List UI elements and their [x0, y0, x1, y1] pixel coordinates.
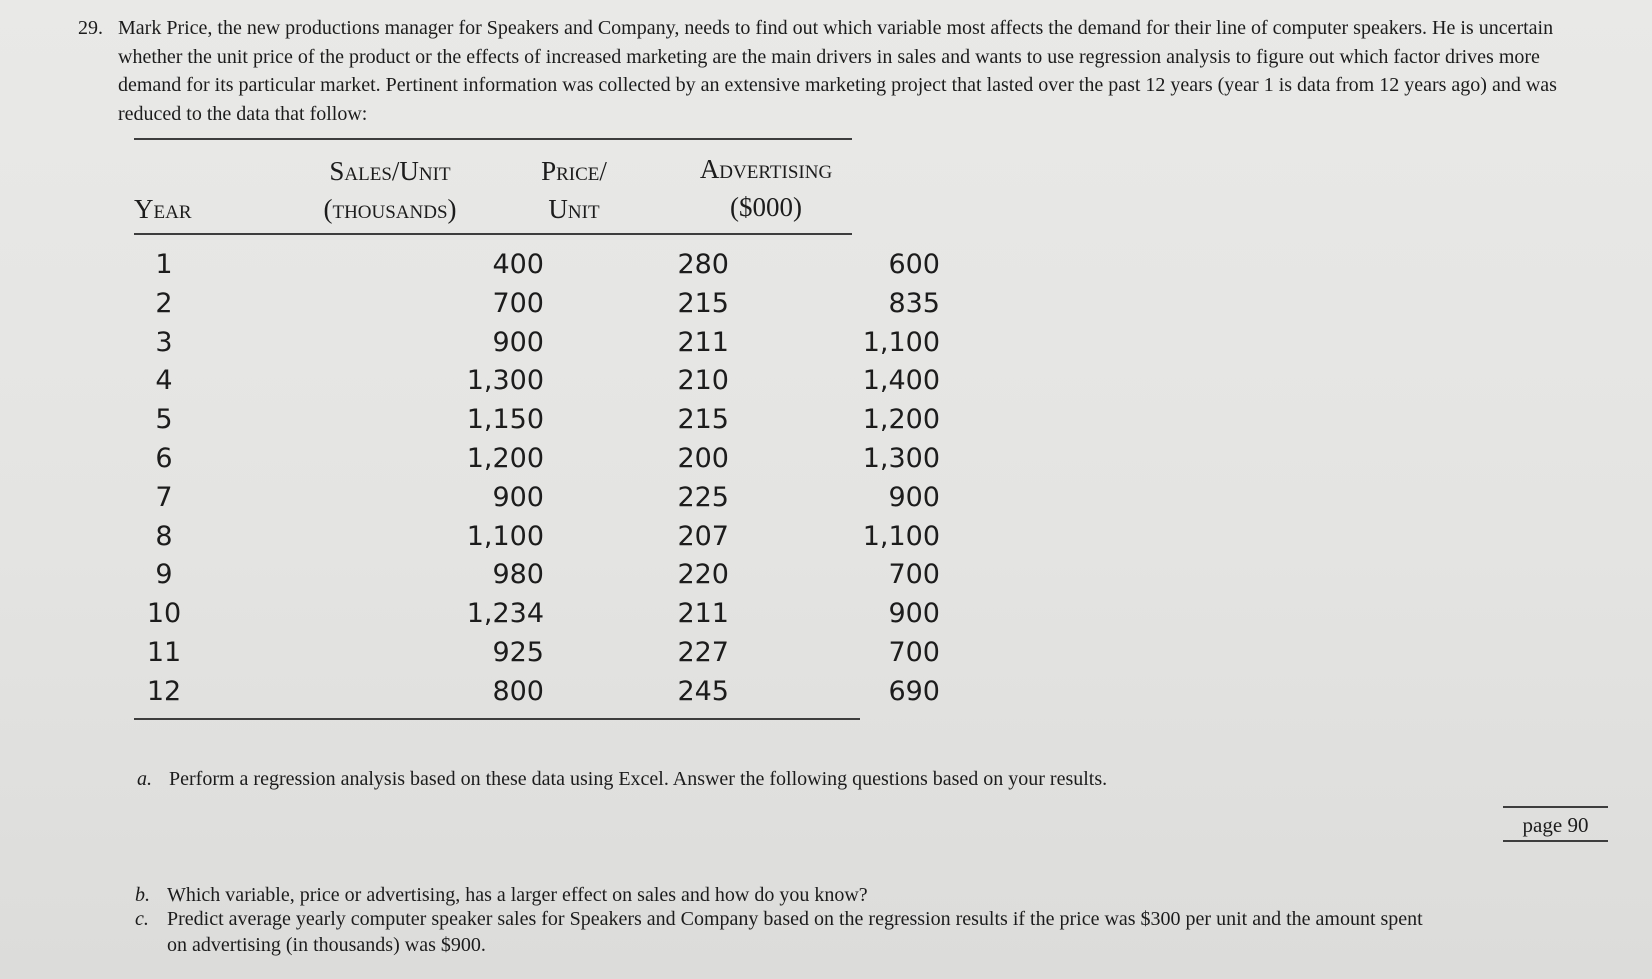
- question-b-text: Which variable, price or advertising, has a larger effect on sales and how do you know?: [167, 884, 868, 906]
- cell-advertising: 900: [888, 598, 940, 630]
- header-price-unit: [504, 152, 644, 228]
- cell-price: 225: [677, 481, 729, 513]
- table-row: [134, 324, 940, 363]
- cell-advertising: 700: [888, 559, 940, 591]
- question-c-text-line1: Predict average yearly computer speaker sales for Speakers and Company based on the regression results if the price was $300 per unit and the amount spent: [167, 908, 1423, 930]
- header-adv-line2: ($000): [730, 192, 802, 222]
- cell-year: 8: [155, 520, 173, 552]
- cell-price: 245: [677, 675, 729, 707]
- header-adv-line1: Advertising: [699, 154, 833, 184]
- header-sales-line1: Sales/Unit: [329, 156, 451, 186]
- cell-price: 215: [677, 287, 729, 319]
- problem-number: 29.: [78, 17, 103, 39]
- table-row: [134, 518, 940, 557]
- table-top-rule: [134, 138, 852, 140]
- question-b: [135, 882, 868, 908]
- cell-year: 7: [155, 481, 173, 513]
- cell-year: 3: [155, 326, 173, 358]
- cell-sales: 1,100: [466, 520, 544, 552]
- cell-price: 211: [677, 326, 729, 358]
- header-advertising: [676, 150, 856, 226]
- cell-advertising: 600: [888, 249, 940, 280]
- cell-price: 211: [677, 598, 729, 630]
- cell-year: 9: [155, 559, 173, 591]
- table-bottom-rule: [134, 718, 860, 720]
- cell-price: 207: [677, 520, 729, 552]
- cell-advertising: 1,100: [862, 326, 940, 358]
- question-b-label: b.: [135, 884, 150, 906]
- cell-year: 4: [155, 365, 173, 397]
- question-c-text-line2: on advertising (in thousands) was $900.: [167, 934, 486, 956]
- header-price-line2: Unit: [548, 194, 600, 224]
- question-c: [135, 906, 1423, 958]
- table-row: [134, 440, 940, 479]
- cell-sales: 900: [492, 326, 544, 358]
- table-row: [134, 673, 940, 712]
- question-c-label: c.: [135, 908, 149, 930]
- cell-price: 200: [677, 442, 729, 474]
- table-row: [134, 285, 940, 324]
- cell-price: 220: [677, 559, 729, 591]
- cell-year: 6: [155, 442, 173, 474]
- cell-advertising: 690: [888, 675, 940, 707]
- table-row: [134, 246, 940, 285]
- header-price-line1: Price/: [541, 156, 607, 186]
- cell-sales: 400: [492, 249, 544, 280]
- cell-price: 210: [677, 365, 729, 397]
- cell-year: 10: [146, 598, 182, 630]
- cell-advertising: 1,300: [862, 442, 940, 474]
- cell-year: 11: [146, 636, 182, 668]
- cell-advertising: 900: [888, 481, 940, 513]
- cell-year: 5: [155, 404, 173, 436]
- table-header-rule: [134, 233, 852, 235]
- cell-sales: 1,200: [466, 442, 544, 474]
- problem-text: Mark Price, the new productions manager for Speakers and Company, needs to find out which variable most affects the demand for their line of computer speakers. He is uncertain whether the unit price of the product or the effects of increased marketing are the main drivers in sales and wants to use regression analysis to figure out which factor drives more demand for its particular market. Pertinent information was collected by an extensive marketing project that lasted over the past 12 years (year 1 is data from 12 years ago) and was reduced to the data that follow:: [118, 17, 1557, 125]
- cell-advertising: 1,100: [862, 520, 940, 552]
- problem-statement: [78, 14, 1588, 128]
- table-row: [134, 362, 940, 401]
- cell-advertising: 1,400: [862, 365, 940, 397]
- cell-sales: 700: [492, 287, 544, 319]
- question-a-text: Perform a regression analysis based on these data using Excel. Answer the following questions based on your results.: [169, 768, 1108, 790]
- cell-advertising: 1,200: [862, 404, 940, 436]
- table-row: [134, 556, 940, 595]
- cell-advertising: 700: [888, 636, 940, 668]
- header-year: Year: [134, 194, 192, 224]
- cell-sales: 980: [492, 559, 544, 591]
- header-sales-unit: [280, 152, 500, 228]
- header-sales-line2: (thousands): [323, 194, 457, 224]
- cell-price: 215: [677, 404, 729, 436]
- table-row: [134, 634, 940, 673]
- table-row: [134, 595, 940, 634]
- page-reference: page 90: [1503, 806, 1608, 842]
- table-row: [134, 401, 940, 440]
- cell-advertising: 835: [888, 287, 940, 319]
- cell-year: 2: [155, 287, 173, 319]
- cell-sales: 800: [492, 675, 544, 707]
- cell-price: 280: [677, 249, 729, 280]
- cell-price: 227: [677, 636, 729, 668]
- cell-year: 12: [146, 675, 182, 707]
- table-body: [134, 246, 940, 712]
- question-a-label: a.: [137, 768, 152, 790]
- question-a: [137, 766, 1107, 792]
- cell-sales: 900: [492, 481, 544, 513]
- cell-sales: 1,234: [466, 598, 544, 630]
- table-row: [134, 479, 940, 518]
- cell-sales: 925: [492, 636, 544, 668]
- cell-sales: 1,300: [466, 365, 544, 397]
- cell-year: 1: [155, 249, 173, 280]
- cell-sales: 1,150: [466, 404, 544, 436]
